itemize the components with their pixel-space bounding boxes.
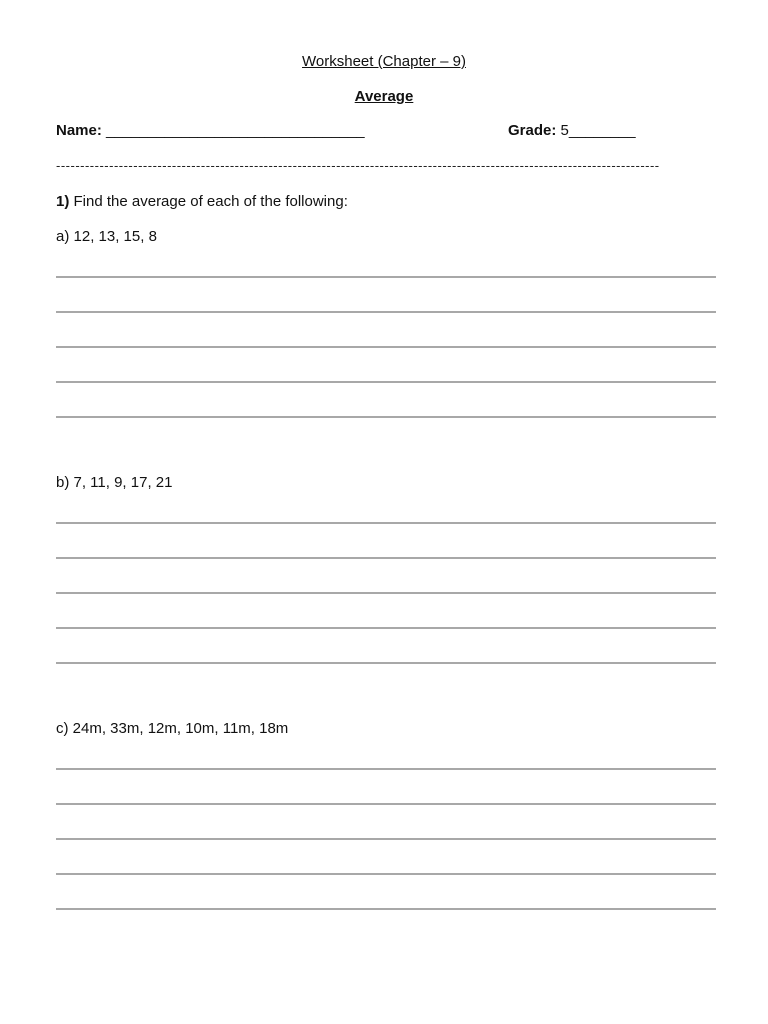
- name-blank: _______________________________: [106, 122, 365, 139]
- answer-line: [56, 627, 716, 629]
- answer-line: [56, 311, 716, 313]
- item-b-label: b) 7, 11, 9, 17, 21: [56, 474, 173, 491]
- dashed-divider: -----------------------------------------------------------------------------------------------------------------------------: [56, 158, 660, 173]
- answer-line: [56, 276, 716, 278]
- item-a-label: a) 12, 13, 15, 8: [56, 228, 157, 245]
- question-number: 1): [56, 193, 70, 210]
- answer-line: [56, 873, 716, 875]
- grade-field: [508, 122, 636, 139]
- answer-line: [56, 803, 716, 805]
- student-info-row: [56, 122, 656, 144]
- worksheet-title: Worksheet (Chapter – 9): [302, 53, 466, 70]
- answer-line: [56, 522, 716, 524]
- answer-line: [56, 838, 716, 840]
- item-c-label: c) 24m, 33m, 12m, 10m, 11m, 18m: [56, 720, 289, 737]
- name-field: [56, 122, 365, 139]
- answer-line: [56, 381, 716, 383]
- question-1: [56, 193, 348, 210]
- answer-line: [56, 908, 716, 910]
- answer-line: [56, 768, 716, 770]
- grade-label: Grade:: [508, 122, 557, 139]
- answer-line: [56, 346, 716, 348]
- worksheet-subtitle: Average: [354, 88, 414, 105]
- name-label: Name:: [56, 122, 102, 139]
- answer-line: [56, 416, 716, 418]
- question-text: Find the average of each of the following:: [73, 193, 348, 210]
- answer-line: [56, 557, 716, 559]
- answer-line: [56, 662, 716, 664]
- answer-line: [56, 592, 716, 594]
- grade-value: 5________: [560, 122, 636, 139]
